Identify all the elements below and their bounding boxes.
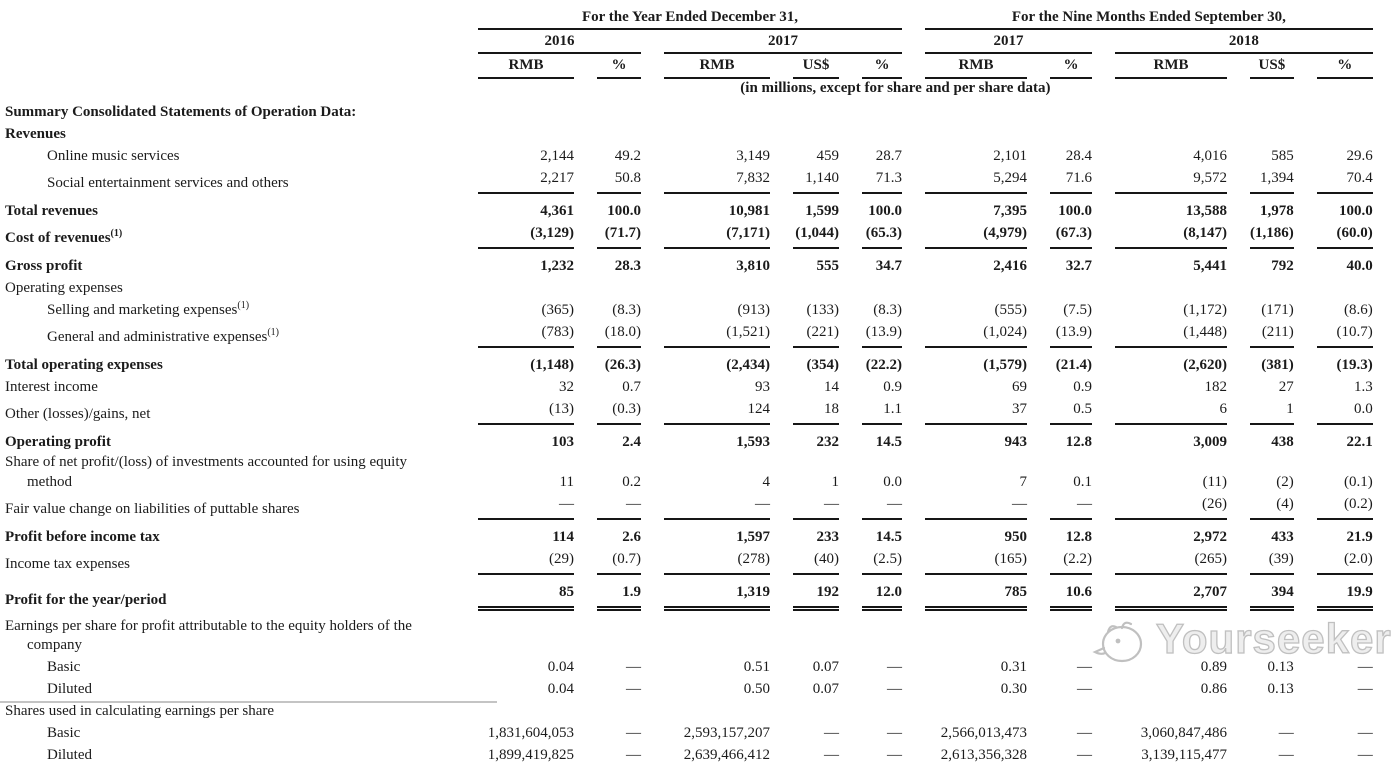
cell-value: 2.6	[622, 528, 641, 545]
cell-value: 585	[1271, 148, 1294, 165]
operations-data-table	[0, 6, 1396, 766]
table-row	[3, 376, 1373, 398]
table-row	[3, 299, 1373, 321]
row-label: Basic	[47, 659, 81, 676]
cell-value: 114	[552, 528, 574, 545]
cell-value: —	[1357, 747, 1373, 764]
cell-value: 5,441	[1193, 258, 1227, 275]
table-row	[3, 656, 1373, 678]
cell-value: 100.0	[868, 203, 902, 220]
cell-value: —	[1077, 659, 1092, 676]
cell-value: 943	[1004, 434, 1027, 451]
cell-value: (8.6)	[1344, 302, 1373, 319]
cell-value: (365)	[541, 302, 574, 319]
row-label: Income tax expenses	[5, 555, 130, 572]
cell-value: 13,588	[1185, 203, 1227, 220]
cell-value: 1.9	[597, 575, 641, 611]
cell-value: 1,593	[736, 434, 770, 451]
cell-value: (7,171)	[664, 222, 770, 249]
cell-value: (0.7)	[597, 548, 641, 575]
cell-value: (1,186)	[1250, 222, 1294, 249]
cell-value: 32.7	[1065, 258, 1092, 275]
cell-value: —	[1357, 659, 1373, 676]
cell-value: (2.5)	[862, 548, 902, 575]
cell-value: 1,394	[1250, 167, 1294, 194]
year-ended-group-header: For the Year Ended December 31,	[478, 6, 902, 30]
year-2016-header: 2016	[478, 30, 641, 54]
table-row	[3, 722, 1373, 744]
empty-cells	[478, 123, 1373, 145]
cell-value: 0.04	[547, 681, 574, 698]
cell-value: 1	[831, 473, 839, 490]
cell-value: (26.3)	[604, 357, 641, 374]
cell-value: 28.4	[1065, 148, 1092, 165]
cell-value: (13.9)	[1050, 321, 1092, 348]
cell-value: (0.2)	[1317, 493, 1373, 520]
cell-value: 19.9	[1317, 575, 1373, 611]
cell-value: 34.7	[875, 258, 902, 275]
cell-value: 7	[1019, 473, 1027, 490]
cell-value: 5,294	[925, 167, 1027, 194]
cell-value: —	[1357, 725, 1373, 742]
cell-value: 1,899,419,825	[487, 747, 574, 764]
header-spacer	[3, 54, 455, 79]
cell-value: 14.5	[875, 528, 902, 545]
cell-value: (21.4)	[1055, 357, 1092, 374]
cell-value: 2,613,356,328	[940, 747, 1027, 764]
cell-value: (2.0)	[1317, 548, 1373, 575]
cell-value: (39)	[1250, 548, 1294, 575]
empty-cells	[478, 98, 1373, 123]
cell-value: (913)	[737, 302, 770, 319]
cell-value: 7,395	[993, 203, 1027, 220]
cell-value: —	[887, 681, 902, 698]
nine-months-2018-header: 2018	[1115, 30, 1373, 54]
cell-value: (381)	[1261, 357, 1294, 374]
row-label: General and administrative expenses$^{(1)}$	[47, 327, 280, 346]
cell-value: 0.2	[622, 473, 641, 490]
table-row	[3, 98, 1373, 123]
table-row	[3, 493, 1373, 520]
year-header-row	[3, 30, 1373, 54]
cell-value: (1,024)	[925, 321, 1027, 348]
cell-value: 3,149	[736, 148, 770, 165]
cell-value: (71.7)	[597, 222, 641, 249]
cell-value: 0.0	[883, 473, 902, 490]
cell-value: 14	[824, 379, 839, 396]
cell-value: 6	[1115, 398, 1227, 425]
cell-value: (29)	[478, 548, 574, 575]
empty-cells	[478, 277, 1373, 299]
row-label: Total revenues	[5, 203, 98, 220]
empty-cells	[478, 700, 1373, 722]
cell-value: 1,599	[805, 203, 839, 220]
table-row	[3, 167, 1373, 194]
cell-value: 0.31	[1000, 659, 1027, 676]
cell-value: 12.8	[1065, 434, 1092, 451]
cell-value: (22.2)	[865, 357, 902, 374]
cell-value: 10.6	[1050, 575, 1092, 611]
cell-value: 1	[1250, 398, 1294, 425]
cell-value: 0.89	[1200, 659, 1227, 676]
cell-value: 1,232	[540, 258, 574, 275]
row-label: Shares used in calculating earnings per share	[5, 703, 275, 720]
cell-value: —	[1278, 725, 1294, 742]
cell-value: (8.3)	[873, 302, 902, 319]
cell-value: 29.6	[1346, 148, 1373, 165]
row-label: Summary Consolidated Statements of Operation Data:	[5, 104, 357, 121]
cell-value: 4	[762, 473, 770, 490]
table-row	[3, 744, 1373, 766]
cell-value: 70.4	[1317, 167, 1373, 194]
cell-value: 0.50	[743, 681, 770, 698]
cell-value: 0.7	[622, 379, 641, 396]
cell-value: (19.3)	[1336, 357, 1373, 374]
cell-value: —	[1077, 747, 1092, 764]
cell-value: —	[664, 493, 770, 520]
cell-value: 18	[793, 398, 839, 425]
cell-value: 3,009	[1193, 434, 1227, 451]
row-label: Diluted	[47, 747, 92, 764]
cell-value: (13)	[478, 398, 574, 425]
cell-value: 100.0	[1339, 203, 1373, 220]
empty-cells	[478, 611, 1373, 657]
cell-value: 555	[816, 258, 839, 275]
cell-value: (4)	[1250, 493, 1294, 520]
col-header-rmb: RMB	[664, 54, 770, 79]
cell-value: 0.30	[1000, 681, 1027, 698]
row-label: Interest income	[5, 379, 98, 396]
table-row	[3, 398, 1373, 425]
cell-value: (26)	[1115, 493, 1227, 520]
cell-value: (65.3)	[862, 222, 902, 249]
cell-value: 232	[816, 434, 839, 451]
cell-value: —	[626, 681, 641, 698]
cell-value: —	[824, 747, 839, 764]
cell-value: (11)	[1202, 473, 1227, 490]
cell-value: 69	[1012, 379, 1027, 396]
cell-value: 0.13	[1267, 681, 1294, 698]
cell-value: —	[626, 659, 641, 676]
cell-value: 0.0	[1317, 398, 1373, 425]
cell-value: (354)	[806, 357, 839, 374]
cell-value: 3,060,847,486	[1140, 725, 1227, 742]
cell-value: (1,448)	[1115, 321, 1227, 348]
cell-value: —	[1077, 725, 1092, 742]
cell-value: 3,139,115,477	[1141, 747, 1227, 764]
cell-value: 792	[1271, 258, 1294, 275]
cell-value: —	[626, 725, 641, 742]
cell-value: 433	[1271, 528, 1294, 545]
cell-value: 10,981	[728, 203, 770, 220]
cell-value: (221)	[793, 321, 839, 348]
col-header-pct: %	[597, 54, 641, 79]
footnote-marker: (1)	[237, 300, 250, 312]
cell-value: 21.9	[1346, 528, 1373, 545]
cell-value: —	[478, 493, 574, 520]
cell-value: 438	[1271, 434, 1294, 451]
cell-value: 40.0	[1346, 258, 1373, 275]
cell-value: (8.3)	[612, 302, 641, 319]
row-label: Selling and marketing expenses$^{(1)}$	[47, 300, 250, 319]
cell-value: (2,434)	[726, 357, 770, 374]
cell-value: (171)	[1261, 302, 1294, 319]
row-label: Social entertainment services and others	[47, 175, 289, 192]
cell-value: (165)	[925, 548, 1027, 575]
table-row	[3, 520, 1373, 548]
table-row	[3, 453, 1373, 493]
col-header-rmb: RMB	[478, 54, 574, 79]
cell-value: 2.4	[622, 434, 641, 451]
row-label: Gross profit	[5, 258, 83, 275]
cell-value: 9,572	[1115, 167, 1227, 194]
table-row	[3, 222, 1373, 249]
col-header-rmb: RMB	[925, 54, 1027, 79]
cell-value: 4,361	[540, 203, 574, 220]
cell-value: 7,832	[664, 167, 770, 194]
cell-value: (18.0)	[597, 321, 641, 348]
cell-value: (0.3)	[597, 398, 641, 425]
currency-header-row	[3, 54, 1373, 79]
cell-value: 192	[793, 575, 839, 611]
cell-value: 3,810	[736, 258, 770, 275]
cell-value: 0.1	[1073, 473, 1092, 490]
table-row	[3, 194, 1373, 222]
row-label: Other (losses)/gains, net	[5, 406, 151, 423]
cell-value: (3,129)	[478, 222, 574, 249]
cell-value: 2,217	[478, 167, 574, 194]
header-spacer	[3, 6, 455, 30]
cell-value: —	[1050, 493, 1092, 520]
cell-value: 49.2	[614, 148, 641, 165]
cell-value: 2,101	[993, 148, 1027, 165]
cell-value: 11	[559, 473, 574, 490]
cell-value: (211)	[1250, 321, 1294, 348]
col-header-pct: %	[862, 54, 902, 79]
cell-value: 1,831,604,053	[487, 725, 574, 742]
cell-value: —	[887, 659, 902, 676]
cell-value: 124	[664, 398, 770, 425]
cell-value: 100.0	[1058, 203, 1092, 220]
cell-value: (40)	[793, 548, 839, 575]
cell-value: 1,319	[664, 575, 770, 611]
cell-value: (13.9)	[862, 321, 902, 348]
cell-value: 233	[816, 528, 839, 545]
col-header-pct: %	[1050, 54, 1092, 79]
cell-value: 2,639,466,412	[683, 747, 770, 764]
cell-value: 4,016	[1193, 148, 1227, 165]
cell-value: —	[862, 493, 902, 520]
cell-value: (1,521)	[664, 321, 770, 348]
row-label: Profit for the year/period	[5, 591, 167, 608]
cell-value: 0.13	[1267, 659, 1294, 676]
units-note-row	[3, 79, 1373, 98]
table-row	[3, 348, 1373, 376]
table-row	[3, 249, 1373, 277]
row-label: Revenues	[5, 126, 66, 143]
cell-value: 2,593,157,207	[683, 725, 770, 742]
cell-value: 1,597	[736, 528, 770, 545]
cell-value: (265)	[1115, 548, 1227, 575]
table-row	[3, 700, 1373, 722]
cell-value: 2,144	[540, 148, 574, 165]
cell-value: (278)	[664, 548, 770, 575]
cell-value: —	[925, 493, 1027, 520]
cell-value: 100.0	[607, 203, 641, 220]
cell-value: 1.1	[862, 398, 902, 425]
cell-value: (0.1)	[1344, 473, 1373, 490]
cell-value: (555)	[994, 302, 1027, 319]
table-row	[3, 425, 1373, 453]
cell-value: —	[1278, 747, 1294, 764]
table-row	[3, 277, 1373, 299]
cell-value: 0.86	[1200, 681, 1227, 698]
cell-value: 1,140	[793, 167, 839, 194]
cell-value: 2,566,013,473	[940, 725, 1027, 742]
row-label: Basic	[47, 725, 81, 742]
nine-months-group-header: For the Nine Months Ended September 30,	[925, 6, 1373, 30]
table-row	[3, 321, 1373, 348]
row-label: Total operating expenses	[5, 357, 163, 374]
col-header-pct: %	[1317, 54, 1373, 79]
cell-value: (10.7)	[1317, 321, 1373, 348]
cell-value: (133)	[806, 302, 839, 319]
cell-value: (2.2)	[1050, 548, 1092, 575]
cell-value: 2,707	[1115, 575, 1227, 611]
header-spacer	[3, 30, 455, 54]
row-label: Cost of revenues$^{(1)}$	[5, 228, 123, 247]
cell-value: 0.04	[547, 659, 574, 676]
cell-value: —	[1357, 681, 1373, 698]
table-row	[3, 145, 1373, 167]
cell-value: 71.6	[1050, 167, 1092, 194]
cell-value: (4,979)	[925, 222, 1027, 249]
cell-value: —	[626, 747, 641, 764]
row-label: Profit before income tax	[5, 528, 160, 545]
footnote-marker: (1)	[110, 228, 123, 240]
cell-value: (1,579)	[983, 357, 1027, 374]
cell-value: 394	[1250, 575, 1294, 611]
cell-value: 0.07	[812, 659, 839, 676]
cell-value: 28.7	[875, 148, 902, 165]
cell-value: —	[887, 725, 902, 742]
cell-value: —	[1077, 681, 1092, 698]
col-header-rmb: RMB	[1115, 54, 1227, 79]
table-row	[3, 575, 1373, 611]
table-row	[3, 123, 1373, 145]
col-header-usd: US$	[1250, 54, 1294, 79]
cell-value: 37	[925, 398, 1027, 425]
row-label: Share of net profit/(loss) of investments accounted for using equity method	[5, 454, 407, 490]
page-bottom-rule	[0, 701, 497, 703]
footnote-marker: (1)	[267, 327, 280, 339]
cell-value: 459	[816, 148, 839, 165]
cell-value: —	[824, 725, 839, 742]
cell-value: 0.9	[883, 379, 902, 396]
nine-months-2017-header: 2017	[925, 30, 1092, 54]
cell-value: 0.9	[1073, 379, 1092, 396]
cell-value: —	[887, 747, 902, 764]
table-row	[3, 611, 1373, 657]
cell-value: (1,044)	[793, 222, 839, 249]
cell-value: 85	[478, 575, 574, 611]
cell-value: (60.0)	[1317, 222, 1373, 249]
cell-value: (7.5)	[1063, 302, 1092, 319]
cell-value: 28.3	[614, 258, 641, 275]
cell-value: 93	[755, 379, 770, 396]
cell-value: (67.3)	[1050, 222, 1092, 249]
period-group-header-row	[3, 6, 1373, 30]
cell-value: (1,148)	[530, 357, 574, 374]
cell-value: 1.3	[1354, 379, 1373, 396]
cell-value: (2)	[1276, 473, 1294, 490]
col-header-usd: US$	[793, 54, 839, 79]
year-2017-header: 2017	[664, 30, 902, 54]
cell-value: (8,147)	[1115, 222, 1227, 249]
cell-value: 0.5	[1050, 398, 1092, 425]
watermark-text: Yourseeker	[1156, 615, 1392, 662]
row-label: Diluted	[47, 681, 92, 698]
table-row	[3, 548, 1373, 575]
cell-value: 785	[925, 575, 1027, 611]
row-label: Operating profit	[5, 434, 111, 451]
cell-value: —	[597, 493, 641, 520]
cell-value: 14.5	[875, 434, 902, 451]
cell-value: 22.1	[1346, 434, 1373, 451]
cell-value: 950	[1004, 528, 1027, 545]
cell-value: 0.07	[812, 681, 839, 698]
units-note: (in millions, except for share and per share data)	[740, 80, 1051, 96]
financial-statements-page	[0, 6, 1399, 764]
cell-value: 2,972	[1193, 528, 1227, 545]
row-label: Earnings per share for profit attributable to the equity holders of the company	[5, 617, 412, 654]
cell-value: —	[793, 493, 839, 520]
cell-value: (1,172)	[1183, 302, 1227, 319]
cell-value: 103	[551, 434, 574, 451]
cell-value: 12.8	[1065, 528, 1092, 545]
row-label: Online music services	[47, 148, 180, 165]
cell-value: 182	[1204, 379, 1227, 396]
cell-value: 50.8	[597, 167, 641, 194]
cell-value: (783)	[478, 321, 574, 348]
header-spacer	[3, 79, 455, 98]
row-label: Fair value change on liabilities of puttable shares	[5, 500, 300, 517]
cell-value: 71.3	[862, 167, 902, 194]
cell-value: (2,620)	[1183, 357, 1227, 374]
cell-value: 1,978	[1260, 203, 1294, 220]
row-label: Operating expenses	[5, 280, 123, 297]
cell-value: 32	[559, 379, 574, 396]
cell-value: 2,416	[993, 258, 1027, 275]
cell-value: 0.51	[743, 659, 770, 676]
cell-value: 27	[1278, 379, 1294, 396]
cell-value: 12.0	[862, 575, 902, 611]
